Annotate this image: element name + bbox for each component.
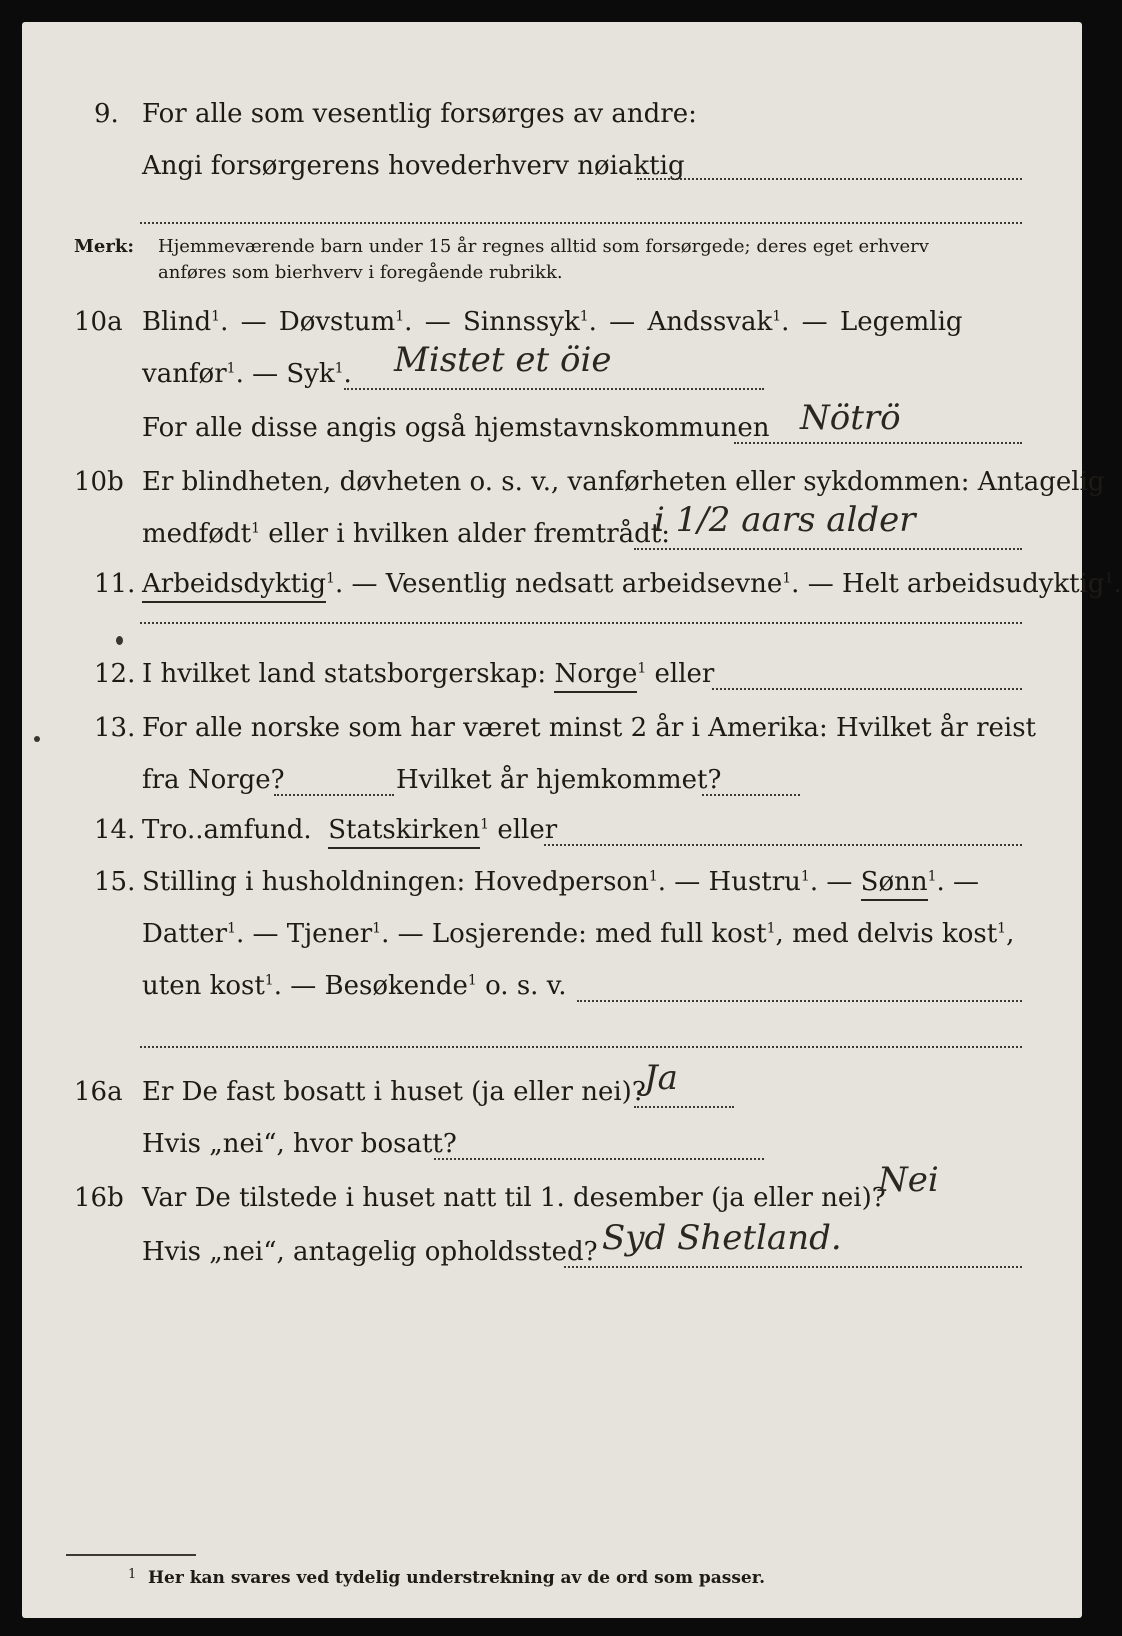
q13-hjemkommet: Hvilket år hjemkommet? — [396, 765, 722, 795]
q10b-line1: Er blindheten, døvheten o. s. v., vanførheten eller sykdommen: Antagelig — [142, 467, 1105, 497]
q16a-answer-line — [634, 1106, 734, 1108]
q12-answer-line — [712, 688, 1022, 690]
q10b-line2-rest: eller i hvilken alder fremtrådt: — [268, 519, 671, 549]
q11-line1: Arbeidsdyktig$^1$. — Vesentlig nedsatt arbeidsevne$^1$. — Helt arbeidsudyktig$^1$. — [142, 568, 1122, 600]
option-besokende: Besøkende — [324, 971, 468, 1001]
q15-line2: Datter$^1$. — Tjener$^1$. — Losjerende: med full kost$^1$, med delvis kost$^1$, — [142, 919, 1015, 949]
option-losjerende-full: Losjerende: med full kost — [431, 919, 767, 949]
option-norge: Norge — [554, 659, 637, 693]
q9-answer-line-2 — [140, 222, 1022, 224]
q12-text: I hvilket land statsborgerskap: — [142, 659, 547, 689]
q15-line1: Stilling i husholdningen: Hovedperson$^1$. — Hustru$^1$. — Sønn$^1$. — — [142, 866, 979, 898]
q16b-handwritten-answer1: Nei — [878, 1160, 939, 1200]
option-blind: Blind — [142, 307, 212, 337]
q10b-number: 10b — [74, 467, 124, 497]
q13-line1: For alle norske som har været minst 2 år i Amerika: Hvilket år reist — [142, 713, 1036, 743]
q11-answer-line — [140, 622, 1022, 624]
q9-line2: Angi forsørgerens hovederhverv nøiaktig — [142, 151, 685, 181]
q16b-handwritten-answer2: Syd Shetland. — [602, 1218, 842, 1258]
q16a-line1: Er De fast bosatt i huset (ja eller nei)? — [142, 1077, 646, 1107]
q16a-line2: Hvis „nei“, hvor bosatt? — [142, 1129, 457, 1159]
q16a-number: 16a — [74, 1077, 123, 1107]
q13-fra-line — [274, 794, 394, 796]
option-hustru: Hustru — [708, 867, 801, 897]
q14-number: 14. — [94, 815, 136, 845]
option-medfodt: medfødt — [142, 519, 252, 549]
q13-hjem-line — [702, 794, 800, 796]
merk-line2: anføres som bierhverv i foregående rubrikk. — [158, 262, 563, 283]
q10a-line1: Blind$^1$. — Døvstum$^1$. — Sinnssyk$^1$. — Andssvak$^1$. — Legemlig — [142, 307, 963, 337]
q15-line3: uten kost$^1$. — Besøkende$^1$ o. s. v. — [142, 971, 567, 1001]
q13-number: 13. — [94, 713, 136, 743]
option-legemlig: Legemlig — [839, 307, 963, 337]
option-tjener: Tjener — [286, 919, 373, 949]
census-form-page — [22, 22, 1122, 1618]
option-arbeidsdyktig: Arbeidsdyktig — [142, 569, 326, 603]
merk-line1: Hjemmeværende barn under 15 år regnes alltid som forsørgede; deres eget erhverv — [158, 236, 929, 257]
q13-fra-norge: fra Norge? — [142, 765, 285, 795]
q16b-line1: Var De tilstede i huset natt til 1. desember (ja eller nei)? — [142, 1183, 886, 1213]
ink-mark — [116, 636, 123, 645]
q10a-handwritten-answer: Mistet et öie — [394, 340, 612, 380]
q14-answer-line — [544, 844, 1022, 846]
q14-line: Tro..amfund. Statskirken$^1$ eller — [142, 814, 557, 846]
q10a-hjemstavn-line — [734, 442, 1022, 444]
q9-number: 9. — [94, 99, 119, 129]
option-vanfor: vanfør — [142, 359, 227, 389]
ink-mark — [34, 736, 40, 742]
q12-eller: eller — [654, 659, 715, 689]
q10a-hjemstavn-answer: Nötrö — [800, 398, 901, 438]
q12-line: I hvilket land statsborgerskap: Norge$^1$ eller — [142, 658, 714, 690]
q16b-number: 16b — [74, 1183, 124, 1213]
option-datter: Datter — [142, 919, 228, 949]
footnote-rule — [66, 1554, 196, 1556]
merk-label: Merk: — [74, 236, 134, 257]
q15-text: Stilling i husholdningen: — [142, 867, 466, 897]
option-delvis-kost: med delvis kost — [792, 919, 998, 949]
q15-answer-line-2 — [140, 1046, 1022, 1048]
q10a-line3: For alle disse angis også hjemstavnskommunen — [142, 413, 770, 443]
option-nedsatt: Vesentlig nedsatt arbeidsevne — [385, 569, 783, 599]
q10a-answer-line — [344, 388, 764, 390]
q14-text: Tro..amfund. — [142, 815, 312, 845]
option-hovedperson: Hovedperson — [473, 867, 649, 897]
option-uten-kost: uten kost — [142, 971, 265, 1001]
q15-osv: o. s. v. — [485, 971, 567, 1001]
option-syk: Syk — [286, 359, 335, 389]
option-dovstum: Døvstum — [278, 307, 396, 337]
footnote-mark: 1 — [128, 1567, 137, 1582]
q16a-bosatt-line — [434, 1158, 764, 1160]
q10b-line2: medfødt$^1$ eller i hvilken alder fremtrådt: — [142, 519, 671, 549]
q16a-handwritten-answer: Ja — [644, 1058, 678, 1098]
q15-number: 15. — [94, 867, 136, 897]
footnote-text: Her kan svares ved tydelig understrekning av de ord som passer. — [148, 1568, 766, 1588]
q11-number: 11. — [94, 569, 136, 599]
q16b-line2: Hvis „nei“, antagelig opholdssted? — [142, 1237, 598, 1267]
option-sinnssyk: Sinnssyk — [462, 307, 580, 337]
q10a-number: 10a — [74, 307, 123, 337]
q12-number: 12. — [94, 659, 136, 689]
q16b-opholdssted-line — [564, 1266, 1022, 1268]
q14-eller: eller — [497, 815, 558, 845]
q10b-handwritten-answer: i 1/2 aars alder — [654, 500, 916, 540]
option-udyktig: Helt arbeidsudyktig — [841, 569, 1105, 599]
q9-answer-line — [637, 178, 1022, 180]
option-andssvak: Andssvak — [647, 307, 773, 337]
q10a-line2: vanfør$^1$. — Syk$^1$. — [142, 359, 352, 389]
option-sonn: Sønn — [861, 867, 928, 901]
option-statskirken: Statskirken — [328, 815, 480, 849]
q15-answer-line — [577, 1000, 1022, 1002]
q10b-answer-line — [634, 548, 1022, 550]
q9-line1: For alle som vesentlig forsørges av andre: — [142, 99, 697, 129]
